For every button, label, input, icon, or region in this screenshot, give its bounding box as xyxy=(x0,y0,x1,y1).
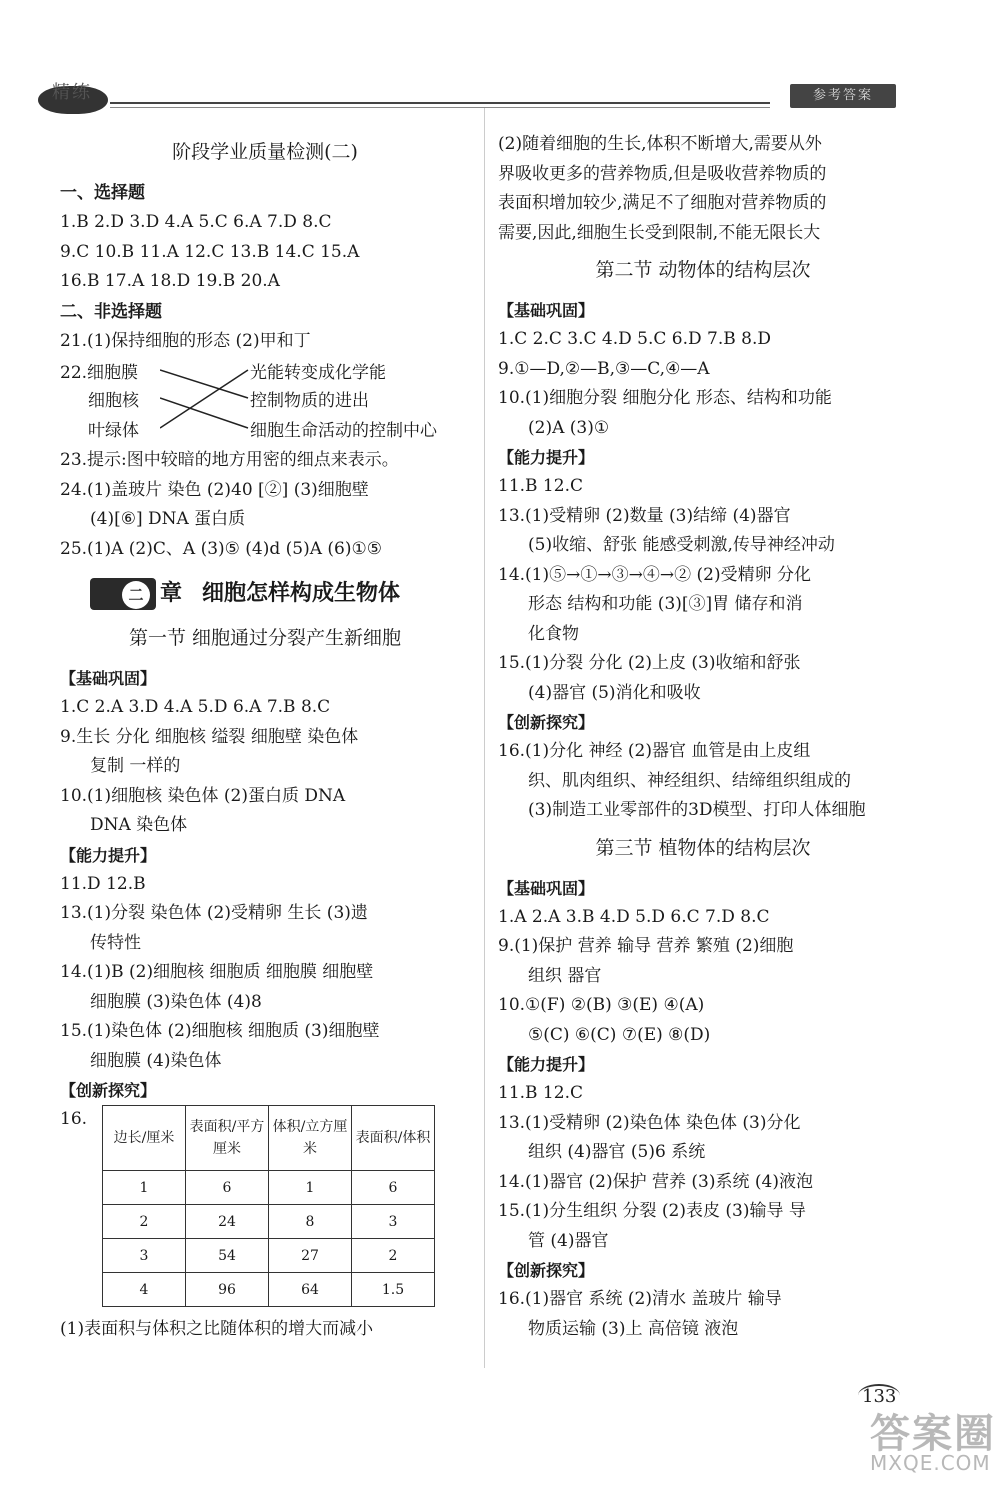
answer-line: (3)制造工业零部件的3D模型、打印人体细胞 xyxy=(528,800,866,820)
answer-line: 13.(1)分裂 染色体 (2)受精卵 生长 (3)遗 xyxy=(60,903,368,923)
header-rule-thin xyxy=(110,107,770,108)
watermark xyxy=(870,1402,996,1475)
section-title: 第二节 动物体的结构层次 xyxy=(595,259,811,281)
answer-line: 表面积增加较少,满足不了细胞对营养物质的 xyxy=(498,193,827,213)
table-cell: 96 xyxy=(186,1273,269,1307)
answer-line: (2)A (3)① xyxy=(528,417,610,438)
match-right-item: 光能转变成化学能 xyxy=(250,363,386,383)
header-rule xyxy=(110,102,770,104)
header-logo-text: 精练 xyxy=(52,82,92,103)
answer-line: 物质运输 (3)上 高倍镜 液泡 xyxy=(528,1318,739,1339)
table-cell: 1 xyxy=(269,1171,352,1205)
table-cell: 1 xyxy=(103,1171,186,1205)
table-row xyxy=(103,1273,435,1307)
answer-line: (4)器官 (5)消化和吸收 xyxy=(528,682,701,703)
matching-lines xyxy=(160,356,252,446)
matching-diagram xyxy=(60,356,470,446)
answer-line: 9.(1)保护 营养 输导 营养 繁殖 (2)细胞 xyxy=(498,936,794,956)
table-header-cell: 边长/厘米 xyxy=(103,1106,186,1171)
answer-line: 细胞膜 (3)染色体 (4)8 xyxy=(90,991,262,1012)
q16-label: 16. xyxy=(60,1109,88,1129)
q16-block xyxy=(60,1105,470,1307)
answer-line: 23.提示:图中较暗的地方用密的细点来表示。 xyxy=(60,450,399,470)
heading-ability: 【能力提升】 xyxy=(498,1055,595,1074)
answer-line: 14.(1)器官 (2)保护 营养 (3)系统 (4)液泡 xyxy=(498,1171,813,1192)
answer-line: 14.(1)⑤→①→③→④→② (2)受精卵 分化 xyxy=(498,564,811,585)
answer-line: 1.A 2.A 3.B 4.D 5.D 6.C 7.D 8.C xyxy=(498,906,770,927)
answer-line: 复制 一样的 xyxy=(90,756,181,776)
table-row xyxy=(103,1205,435,1239)
heading-basic: 【基础巩固】 xyxy=(498,878,595,898)
table-cell: 1.5 xyxy=(352,1273,435,1307)
table-cell: 27 xyxy=(269,1239,352,1273)
answer-line: (5)收缩、舒张 能感受刺激,传导神经冲动 xyxy=(528,535,835,555)
table-cell: 6 xyxy=(352,1171,435,1205)
match-left-item: 叶绿体 xyxy=(88,421,139,441)
answer-line: 11.D 12.B xyxy=(60,873,146,894)
answer-line: 21.(1)保持细胞的形态 (2)甲和丁 xyxy=(60,330,311,351)
table-cell: 6 xyxy=(186,1171,269,1205)
page-number: 133 xyxy=(858,1384,900,1407)
answer-line: 14.(1)B (2)细胞核 细胞质 细胞膜 细胞壁 xyxy=(60,962,374,982)
left-column xyxy=(60,130,470,1345)
table-header-cell: 体积/立方厘米 xyxy=(269,1106,352,1171)
table-cell: 2 xyxy=(103,1205,186,1239)
answer-line: 10.(1)细胞核 染色体 (2)蛋白质 DNA xyxy=(60,785,346,806)
answer-line: 1.C 2.A 3.D 4.A 5.D 6.A 7.B 8.C xyxy=(60,697,331,717)
answer-line: 13.(1)受精卵 (2)染色体 染色体 (3)分化 xyxy=(498,1112,801,1133)
stage-test-title: 阶段学业质量检测(二) xyxy=(172,141,358,163)
answer-line: DNA 染色体 xyxy=(90,815,188,835)
column-divider xyxy=(484,108,485,1368)
answer-line: 9.生长 分化 细胞核 缢裂 细胞壁 染色体 xyxy=(60,726,359,747)
answer-line: 16.(1)器官 系统 (2)清水 盖玻片 输导 xyxy=(498,1289,782,1309)
answer-line: 16.(1)分化 神经 (2)器官 血管是由上皮组 xyxy=(498,741,811,761)
table-header-cell: 表面积/平方厘米 xyxy=(186,1106,269,1171)
answer-line: ⑤(C) ⑥(C) ⑦(E) ⑧(D) xyxy=(528,1024,711,1045)
chapter-number: 二 xyxy=(122,581,150,609)
right-column xyxy=(498,130,908,1344)
surface-volume-table xyxy=(102,1105,435,1307)
answer-line: 细胞膜 (4)染色体 xyxy=(90,1050,222,1071)
chapter-title: 细胞怎样构成生物体 xyxy=(202,581,401,606)
chapter-banner xyxy=(60,572,470,616)
answer-line: 25.(1)A (2)C、A (3)⑤ (4)d (5)A (6)①⑤ xyxy=(60,538,382,559)
heading-basic: 【基础巩固】 xyxy=(498,301,595,320)
answer-line: 需要,因此,细胞生长受到限制,不能无限长大 xyxy=(498,222,821,243)
answer-line: 1.C 2.C 3.C 4.D 5.C 6.D 7.B 8.D xyxy=(498,329,771,349)
table-cell: 24 xyxy=(186,1205,269,1239)
watermark-sub: MXQE.COM xyxy=(870,1451,991,1475)
watermark-main: 答案圈 xyxy=(870,1411,996,1457)
chapter-suffix: 章 xyxy=(160,581,183,606)
answer-line: (2)随着细胞的生长,体积不断增大,需要从外 xyxy=(498,134,822,154)
table-row xyxy=(103,1239,435,1273)
heading-ability: 【能力提升】 xyxy=(498,448,595,467)
answer-line: 15.(1)染色体 (2)细胞核 细胞质 (3)细胞壁 xyxy=(60,1021,380,1041)
answer-line: 15.(1)分生组织 分裂 (2)表皮 (3)输导 导 xyxy=(498,1201,806,1221)
table-cell: 4 xyxy=(103,1273,186,1307)
heading-innovation: 【创新探究】 xyxy=(498,713,595,732)
answer-line: 13.(1)受精卵 (2)数量 (3)结缔 (4)器官 xyxy=(498,505,791,526)
answer-line: 10.(1)细胞分裂 细胞分化 形态、结构和功能 xyxy=(498,388,832,408)
table-header-row xyxy=(103,1106,435,1171)
answer-line: 组织 (4)器官 (5)6 系统 xyxy=(528,1142,706,1162)
answer-line: 15.(1)分裂 分化 (2)上皮 (3)收缩和舒张 xyxy=(498,653,801,673)
table-cell: 3 xyxy=(352,1205,435,1239)
section-nonchoice: 二、非选择题 xyxy=(60,301,162,322)
answer-line: 织、肌肉组织、神经组织、结缔组织组成的 xyxy=(528,770,851,791)
answer-line: (1)表面积与体积之比随体积的增大而减小 xyxy=(60,1319,374,1339)
heading-basic: 【基础巩固】 xyxy=(60,669,157,688)
answer-line: 24.(1)盖玻片 染色 (2)40 [②] (3)细胞壁 xyxy=(60,479,369,500)
table-cell: 64 xyxy=(269,1273,352,1307)
answer-line: 1.B 2.D 3.D 4.A 5.C 6.A 7.D 8.C xyxy=(60,212,332,232)
table-cell: 54 xyxy=(186,1239,269,1273)
answer-line: 化食物 xyxy=(528,623,579,644)
answer-line: 形态 结构和功能 (3)[③]胃 储存和消 xyxy=(528,594,803,614)
answer-line: 组织 器官 xyxy=(528,965,602,986)
heading-innovation: 【创新探究】 xyxy=(498,1261,595,1280)
table-cell: 3 xyxy=(103,1239,186,1273)
answer-line: 9.①—D,②—B,③—C,④—A xyxy=(498,358,710,379)
header-tag: 参考答案 xyxy=(790,84,896,108)
match-left-item: 细胞核 xyxy=(88,391,139,411)
heading-innovation: 【创新探究】 xyxy=(60,1081,157,1100)
answer-line: 管 (4)器官 xyxy=(528,1230,609,1251)
answer-line: 传特性 xyxy=(90,932,141,953)
table-cell: 8 xyxy=(269,1205,352,1239)
answer-line: 11.B 12.C xyxy=(498,476,583,496)
answer-line: (4)[⑥] DNA 蛋白质 xyxy=(90,509,246,529)
answer-line: 11.B 12.C xyxy=(498,1083,583,1103)
answer-line: 10.①(F) ②(B) ③(E) ④(A) xyxy=(498,995,705,1015)
answer-line: 16.B 17.A 18.D 19.B 20.A xyxy=(60,271,280,291)
answer-line: 9.C 10.B 11.A 12.C 13.B 14.C 15.A xyxy=(60,241,360,262)
table-cell: 2 xyxy=(352,1239,435,1273)
section-choice: 一、选择题 xyxy=(60,183,145,203)
table-header-cell: 表面积/体积 xyxy=(352,1106,435,1171)
table-row xyxy=(103,1171,435,1205)
answer-line: 界吸收更多的营养物质,但是吸收营养物质的 xyxy=(498,163,827,184)
match-left-item: 22.细胞膜 xyxy=(60,363,139,383)
match-right-item: 控制物质的进出 xyxy=(250,391,369,411)
section-title: 第三节 植物体的结构层次 xyxy=(595,836,811,859)
match-right-item: 细胞生命活动的控制中心 xyxy=(250,421,437,441)
section-title: 第一节 细胞通过分裂产生新细胞 xyxy=(128,627,402,649)
heading-ability: 【能力提升】 xyxy=(60,845,157,865)
